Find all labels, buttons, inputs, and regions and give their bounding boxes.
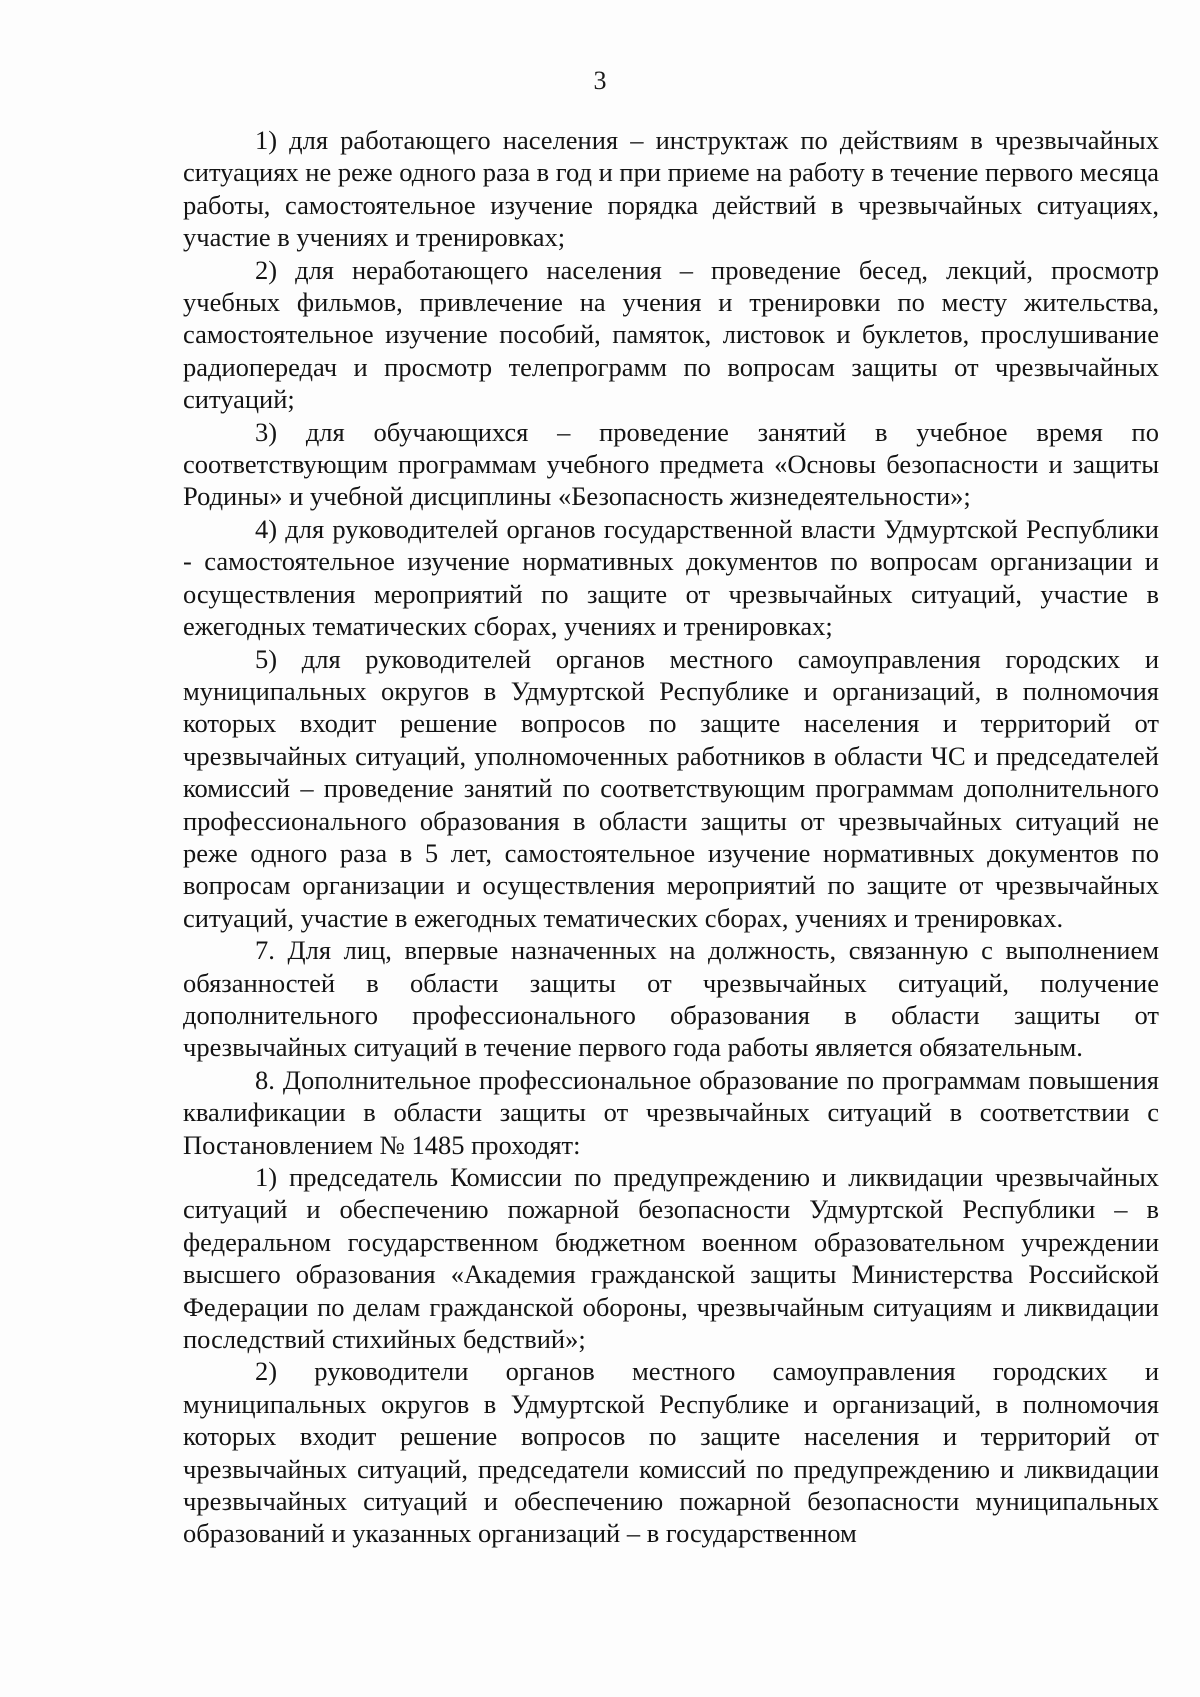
paragraph-item-8-2: 2) руководители органов местного самоуправления городских и муниципальных округов в Удмуртской Республике и организаций, в полномочия которых входит решение вопросов по защите населения и территорий от чрезвычайных ситуаций, председатели комиссий по предупреждению и ликвидации чрезвычайных ситуаций и обеспечению пожарной безопасности муниципальных образований и указанных организаций – в государственном [183,1356,1159,1549]
paragraph-item-8: 8. Дополнительное профессиональное образование по программам повышения квалификации в области защиты от чрезвычайных ситуаций в соответствии с Постановлением № 1485 проходят: [183,1064,1159,1160]
paragraph-students: 3) для обучающихся – проведение занятий в учебное время по соответствующим программам учебного предмета «Основы безопасности и защиты Родины» и учебной дисциплины «Безопасность жизнедеятельности»; [183,416,1159,512]
paragraph-non-working-population: 2) для неработающего населения – проведение бесед, лекций, просмотр учебных фильмов, привлечение на учения и тренировки по месту жительства, самостоятельное изучение пособий, памяток, листовок и буклетов, прослушивание радиопередач и просмотр телепрограмм по вопросам защиты от чрезвычайных ситуаций; [183,254,1159,415]
paragraph-state-authorities: 4) для руководителей органов государственной власти Удмуртской Республики - самостоятельное изучение нормативных документов по вопросам организации и осуществления мероприятий по защите от чрезвычайных ситуаций, участие в ежегодных тематических сборах, учениях и тренировках; [183,513,1159,642]
paragraph-working-population: 1) для работающего населения – инструктаж по действиям в чрезвычайных ситуациях не реже одного раза в год и при приеме на работу в течение первого месяца работы, самостоятельное изучение порядка действий в чрезвычайных ситуациях, участие в учениях и тренировках; [183,125,1159,253]
paragraph-item-8-1: 1) председатель Комиссии по предупреждению и ликвидации чрезвычайных ситуаций и обеспечению пожарной безопасности Удмуртской Республики – в федеральном государственном бюджетном военном образовательном учреждении высшего образования «Академия гражданской защиты Министерства Российской Федерации по делам гражданской обороны, чрезвычайным ситуациям и ликвидации последствий стихийных бедствий»; [183,1162,1159,1355]
document-body [183,124,1159,1550]
paragraph-local-authorities: 5) для руководителей органов местного самоуправления городских и муниципальных округов в Удмуртской Республике и организаций, в полномочия которых входит решение вопросов по защите населения и территорий от чрезвычайных ситуаций, уполномоченных работников в области ЧС и председателей комиссий – проведение занятий по соответствующим программам дополнительного профессионального образования в области защиты от чрезвычайных ситуаций не реже одного раза в 5 лет, самостоятельное изучение нормативных документов по вопросам организации и осуществления мероприятий по защите от чрезвычайных ситуаций, участие в ежегодных тематических сборах, учениях и тренировках. [183,643,1159,933]
paragraph-item-7: 7. Для лиц, впервые назначенных на должность, связанную с выполнением обязанностей в области защиты от чрезвычайных ситуаций, получение дополнительного профессионального образования в области защиты от чрезвычайных ситуаций в течение первого года работы является обязательным. [183,935,1159,1063]
page-number: 3 [593,66,607,95]
